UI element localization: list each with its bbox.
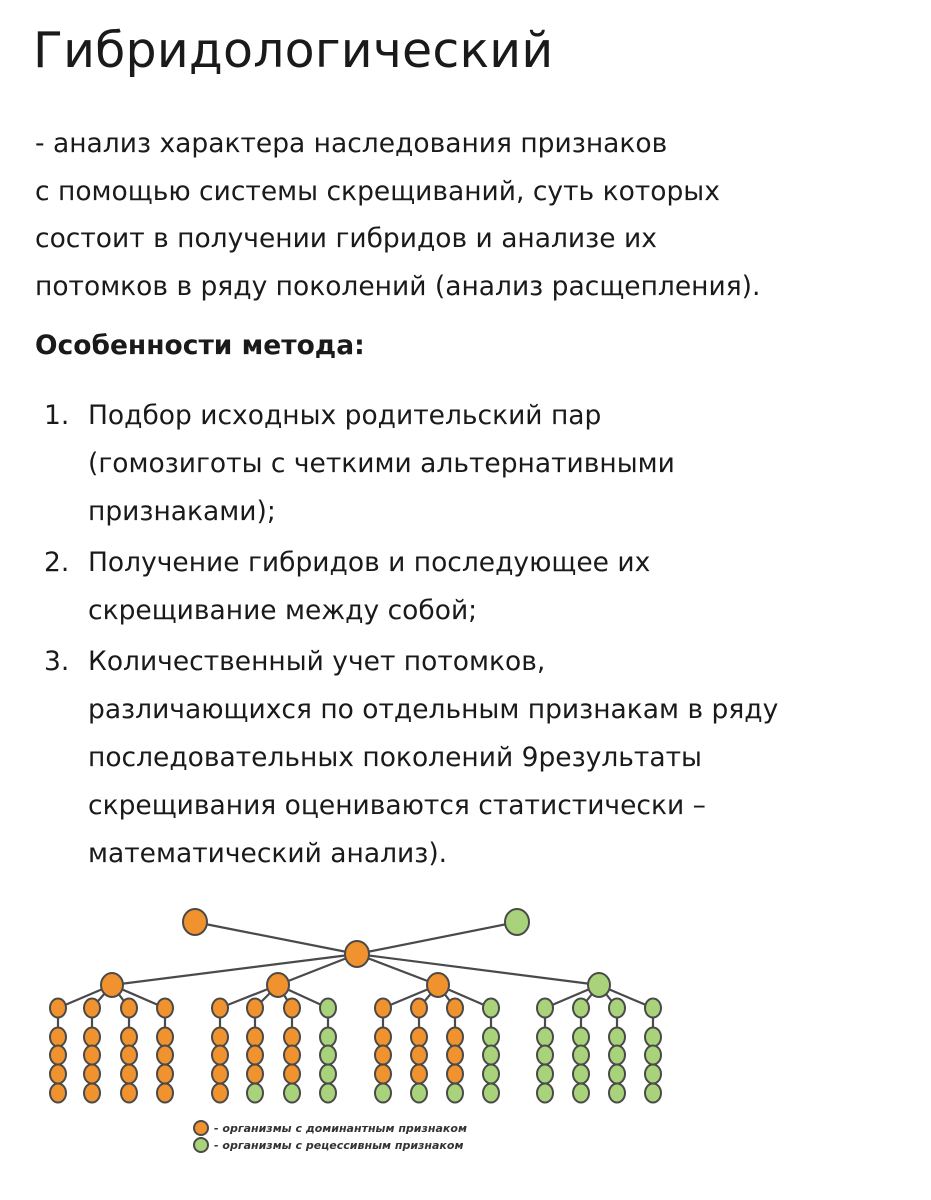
definition-line: - анализ характера наследования признаков [35, 128, 668, 159]
offspring-node [645, 1046, 661, 1065]
offspring-node [537, 1084, 553, 1103]
offspring-node [447, 1084, 463, 1103]
offspring-node [84, 999, 100, 1018]
offspring-node [609, 1084, 625, 1103]
offspring-node [50, 1084, 66, 1103]
offspring-node [157, 1046, 173, 1065]
offspring-node [609, 1046, 625, 1065]
feature-line: (гомозиготы с четкими альтернативными [88, 448, 675, 479]
offspring-node [284, 1065, 300, 1084]
offspring-node [121, 1084, 137, 1103]
offspring-node [50, 999, 66, 1018]
offspring-node [411, 1028, 427, 1047]
offspring-node [84, 1046, 100, 1065]
offspring-node [247, 1028, 263, 1047]
offspring-node [84, 1065, 100, 1084]
offspring-node [645, 999, 661, 1018]
f2-node [101, 973, 123, 997]
offspring-node [50, 1046, 66, 1065]
offspring-node [537, 1028, 553, 1047]
offspring-node [483, 1046, 499, 1065]
offspring-node [411, 1084, 427, 1103]
offspring-node [157, 1084, 173, 1103]
offspring-node [157, 999, 173, 1018]
offspring-node [50, 1065, 66, 1084]
feature-line: Подбор исходных родительский пар [88, 400, 602, 431]
offspring-node [320, 1065, 336, 1084]
offspring-node [320, 999, 336, 1018]
feature-line: различающихся по отдельным признакам в ряду [88, 694, 779, 725]
offspring-node [537, 1046, 553, 1065]
legend-recessive-label: - организмы с рецессивным признаком [214, 1139, 464, 1152]
offspring-node [247, 1046, 263, 1065]
offspring-node [157, 1028, 173, 1047]
offspring-node [537, 1065, 553, 1084]
feature-number: 1. [44, 400, 70, 431]
offspring-node [483, 1065, 499, 1084]
slide-title: Гибридологический [33, 22, 554, 79]
diagram-edge [195, 922, 357, 954]
offspring-node [609, 999, 625, 1018]
offspring-node [284, 1084, 300, 1103]
offspring-node [247, 1065, 263, 1084]
feature-line: математический анализ). [88, 838, 448, 869]
offspring-node [284, 1046, 300, 1065]
feature-line: скрещивания оцениваются статистически – [88, 790, 706, 821]
offspring-node [645, 1065, 661, 1084]
diagram-edge [357, 922, 517, 954]
offspring-node [573, 999, 589, 1018]
feature-number: 3. [44, 646, 70, 677]
legend-recessive-swatch [194, 1138, 208, 1152]
feature-number: 2. [44, 547, 70, 578]
offspring-node [573, 1065, 589, 1084]
offspring-node [212, 1028, 228, 1047]
offspring-node [375, 999, 391, 1018]
f2-node [427, 973, 449, 997]
offspring-node [212, 999, 228, 1018]
offspring-node [411, 1065, 427, 1084]
features-heading: Особенности метода: [35, 330, 365, 361]
offspring-node [447, 1046, 463, 1065]
offspring-node [573, 1028, 589, 1047]
offspring-node [320, 1046, 336, 1065]
offspring-node [645, 1084, 661, 1103]
offspring-node [84, 1028, 100, 1047]
offspring-node [284, 1028, 300, 1047]
offspring-node [212, 1046, 228, 1065]
offspring-node [573, 1084, 589, 1103]
legend-dominant-label: - организмы с доминантным признаком [214, 1122, 467, 1135]
diagram-legend [194, 1121, 467, 1152]
parent-node [183, 909, 207, 935]
offspring-node [447, 1028, 463, 1047]
offspring-node [609, 1028, 625, 1047]
diagram-nodes [50, 909, 661, 1103]
feature-line: скрещивание между собой; [88, 595, 478, 626]
offspring-node [121, 999, 137, 1018]
offspring-node [483, 1084, 499, 1103]
offspring-node [375, 1065, 391, 1084]
offspring-node [121, 1046, 137, 1065]
offspring-node [247, 999, 263, 1018]
offspring-node [447, 1065, 463, 1084]
parent-node [505, 909, 529, 935]
f1-node [345, 941, 369, 967]
diagram-edge [357, 954, 599, 985]
definition-line: с помощью системы скрещиваний, суть которых [35, 175, 720, 207]
feature-line: Получение гибридов и последующее их [88, 547, 651, 578]
offspring-node [537, 999, 553, 1018]
offspring-node [320, 1084, 336, 1103]
definition-line: состоит в получении гибридов и анализе их [35, 223, 657, 254]
offspring-node [609, 1065, 625, 1084]
f2-node [588, 973, 610, 997]
definition-line: потомков в ряду поколений (анализ расщепления). [35, 270, 761, 302]
feature-line: Количественный учет потомков, [88, 646, 546, 677]
offspring-node [573, 1046, 589, 1065]
offspring-node [375, 1084, 391, 1103]
offspring-node [84, 1084, 100, 1103]
offspring-node [212, 1084, 228, 1103]
offspring-node [645, 1028, 661, 1047]
offspring-node [320, 1028, 336, 1047]
offspring-node [212, 1065, 228, 1084]
feature-line: признаками); [88, 496, 276, 527]
offspring-node [447, 999, 463, 1018]
offspring-node [483, 1028, 499, 1047]
offspring-node [411, 1046, 427, 1065]
offspring-node [375, 1046, 391, 1065]
offspring-node [157, 1065, 173, 1084]
offspring-node [483, 999, 499, 1018]
legend-dominant-swatch [194, 1121, 208, 1135]
offspring-node [50, 1028, 66, 1047]
offspring-node [121, 1028, 137, 1047]
offspring-node [375, 1028, 391, 1047]
feature-line: последовательных поколений 9результаты [88, 742, 702, 773]
offspring-node [284, 999, 300, 1018]
offspring-node [121, 1065, 137, 1084]
offspring-node [411, 999, 427, 1018]
offspring-node [247, 1084, 263, 1103]
f2-node [267, 973, 289, 997]
